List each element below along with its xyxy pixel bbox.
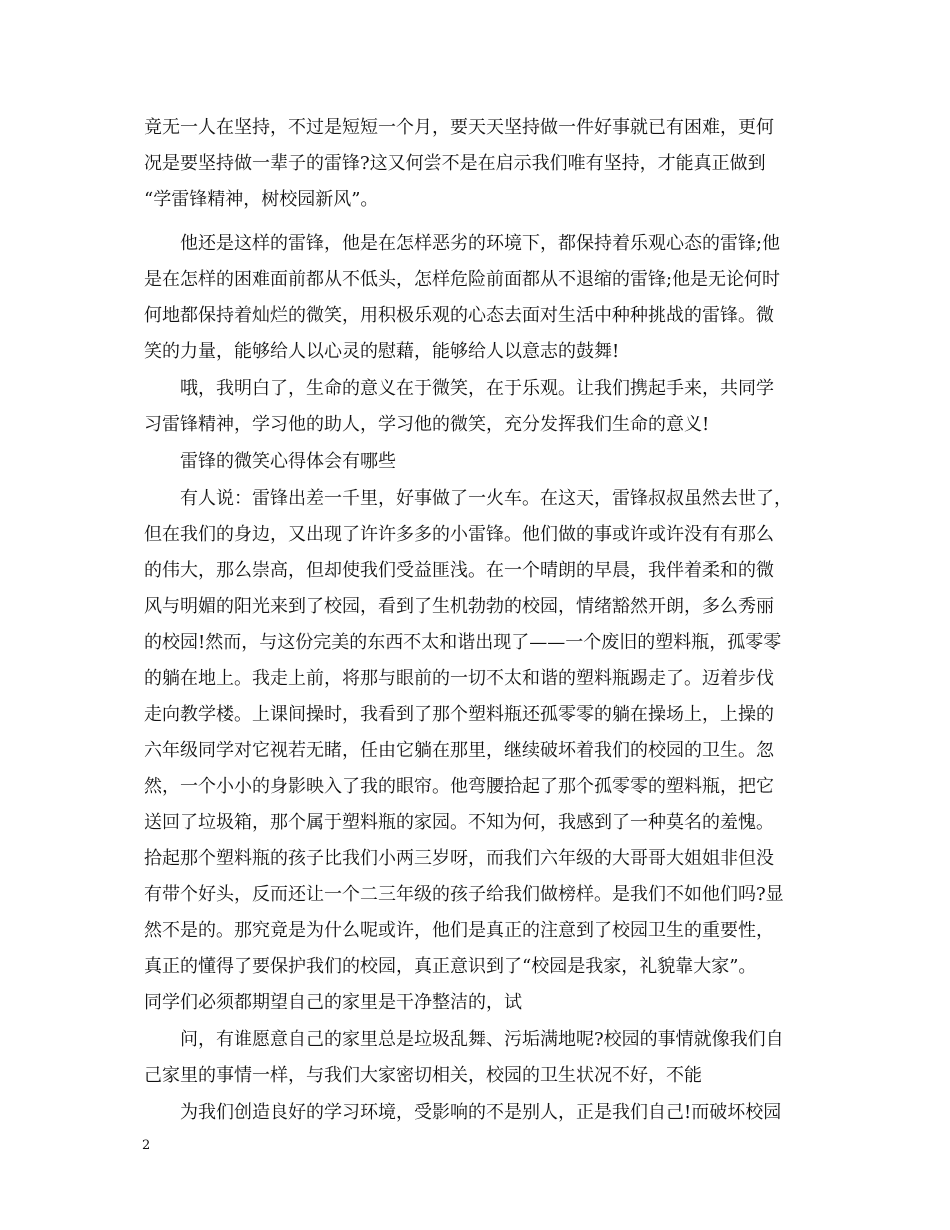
page-number: 2	[142, 1138, 151, 1153]
text-line: 己家里的事情一样，与我们大家密切相关，校园的卫生状况不好，不能	[144, 1065, 702, 1086]
text-line: 有带个好头，反而还让一个二三年级的孩子给我们做榜样。是我们不如他们吗?显	[144, 884, 784, 905]
text-line: 况是要坚持做一辈子的雷锋?这又何尝不是在启示我们唯有坚持，才能真正做到	[144, 153, 766, 174]
text-line: 六年级同学对它视若无睹，任由它躺在那里，继续破坏着我们的校园的卫生。忽	[144, 740, 774, 761]
text-line: 哦，我明白了，生命的意义在于微笑，在于乐观。让我们携起手来，共同学	[180, 378, 774, 399]
section-heading: 雷锋的微笑心得体会有哪些	[180, 451, 396, 472]
text-line: 的躺在地上。我走上前，将那与眼前的一切不太和谐的塑料瓶踢走了。迈着步伐	[144, 668, 774, 689]
text-line: 笑的力量，能够给人以心灵的慰藉，能够给人以意志的鼓舞!	[144, 341, 620, 362]
text-line: 然，一个小小的身影映入了我的眼帘。他弯腰拾起了那个孤零零的塑料瓶，把它	[144, 776, 774, 797]
text-line: 是在怎样的困难面前都从不低头，怎样危险前面都从不退缩的雷锋;他是无论何时	[144, 269, 781, 290]
text-line: 同学们必须都期望自己的家里是干净整洁的，试	[144, 992, 522, 1013]
text-line: 风与明媚的阳光来到了校园，看到了生机勃勃的校园，情绪豁然开朗，多么秀丽	[144, 596, 774, 617]
text-line: 但在我们的身边，又出现了许许多多的小雷锋。他们做的事或许或许没有有那么	[144, 524, 774, 545]
text-line: 为我们创造良好的学习环境，受影响的不是别人，正是我们自己!而破坏校园	[180, 1102, 782, 1123]
text-line: 他还是这样的雷锋，他是在怎样恶劣的环境下，都保持着乐观心态的雷锋;他	[180, 233, 781, 254]
text-line: 真正的懂得了要保护我们的校园，真正意识到了“校园是我家，礼貌靠大家”。	[144, 956, 757, 977]
text-line: “学雷锋精神，树校园新风”。	[144, 189, 379, 210]
text-line: 的校园!然而，与这份完美的东西不太和谐出现了——一个废旧的塑料瓶，孤零零	[144, 632, 782, 653]
text-line: 问，有谁愿意自己的家里总是垃圾乱舞、污垢满地呢?校园的事情就像我们自	[180, 1029, 784, 1050]
text-line: 何地都保持着灿烂的微笑，用积极乐观的心态去面对生活中种种挑战的雷锋。微	[144, 305, 774, 326]
text-line: 然不是的。那究竟是为什么呢或许，他们是真正的注意到了校园卫生的重要性，	[144, 920, 774, 941]
text-line: 习雷锋精神，学习他的助人，学习他的微笑，充分发挥我们生命的意义!	[144, 414, 710, 435]
text-line: 拾起那个塑料瓶的孩子比我们小两三岁呀，而我们六年级的大哥哥大姐姐非但没	[144, 848, 774, 869]
text-line: 的伟大，那么崇高，但却使我们受益匪浅。在一个晴朗的早晨，我伴着柔和的微	[144, 560, 774, 581]
text-line: 竟无一人在坚持，不过是短短一个月，要天天坚持做一件好事就已有困难，更何	[144, 117, 774, 138]
text-line: 有人说：雷锋出差一千里，好事做了一火车。在这天，雷锋叔叔虽然去世了，	[180, 488, 792, 509]
text-line: 送回了垃圾箱，那个属于塑料瓶的家园。不知为何，我感到了一种莫名的羞愧。	[144, 812, 774, 833]
text-line: 走向教学楼。上课间操时，我看到了那个塑料瓶还孤零零的躺在操场上，上操的	[144, 704, 774, 725]
